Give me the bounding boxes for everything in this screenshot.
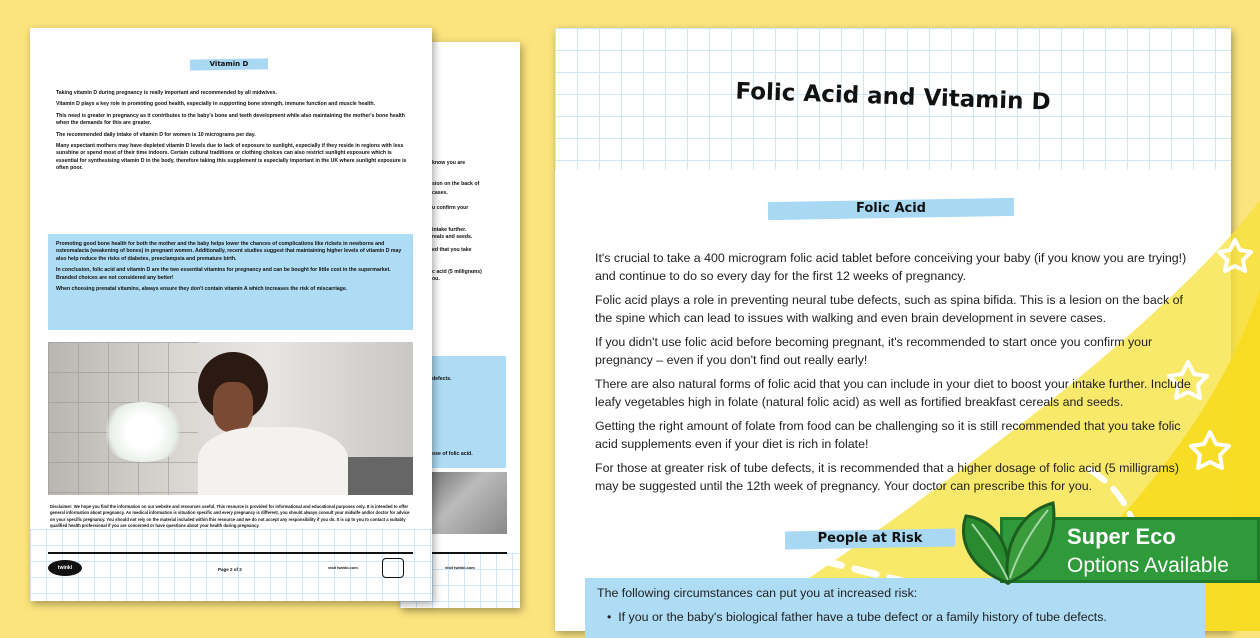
folic-acid-text: It's crucial to take a 400 microgram folic acid tablet before conceiving your baby (if you know you are trying!) and continue to do so every day for the first 12 weeks of pregnancy. Folic acid plays a role in preventing neural tube defects, such as spina bifida. This is a lesion on the back of the spine which can lead to issues with walking and even brain development in severe cases. If you didn't use folic acid before becoming pregnant, it's recommended to start once you confirm your pregnancy – even if you don't find out really early! There are also natural forms of folic acid that you can include in your diet to boost your intake further. Include leafy vegetables high in folate (natural folic acid) as well as fortified breakfast cereals and seeds. Getting the right amount of folate from food can be challenging so it is still recommended that you take folic acid supplements even if your diet is rich in folate! For those at greater risk of tube defects, it is recommended that a higher dosage of folic acid (5 milligrams) may be suggested until the 12th week of pregnancy. Your doctor can prescribe this for you. xyxy=(595,251,1191,493)
section-heading-folic-acid: Folic Acid xyxy=(856,201,926,216)
leaf-icon xyxy=(958,498,1058,588)
disclaimer: Disclaimer: We hope you find the information on our website and resources useful. This resource is provided for informational and educational purposes only. It is intended to offer general information about pregnancy. As medical information is situation specific and every pregnancy is different, you should always consult your midwife and/or doctor for advice on your specific pregnancy. You should not rely on the material included within this resource and we do not accept any responsibility if you do. It is up to you to contact a suitably qualified health professional if you are concerned or have questions about your health during pregnancy. xyxy=(50,504,410,528)
fragment: intake further. xyxy=(432,226,467,233)
section-heading: Vitamin D xyxy=(209,60,249,68)
fragment: ose of folic acid. xyxy=(432,451,473,457)
fragment: reals and seeds. xyxy=(432,234,473,241)
fragment: cases. xyxy=(432,189,448,196)
twinkl-logo: twinkl xyxy=(48,560,82,576)
risk-item: If you or the baby's biological father have a tube defect or a family history of tube defects. xyxy=(618,610,1107,624)
badge-line2: Options Available xyxy=(1067,554,1229,577)
risk-list-item: • If you or the baby's biological father have a tube defect or a family history of tube defects. xyxy=(607,610,1107,624)
fragment: sion on the back of xyxy=(432,181,480,188)
page-title: Folic Acid and Vitamin D xyxy=(735,78,1051,116)
fragment: defects. xyxy=(432,376,452,382)
fragment: ed that you take xyxy=(432,247,472,254)
fragment: u confirm your xyxy=(432,205,469,212)
risk-intro: The following circumstances can put you at increased risk: xyxy=(597,586,918,600)
footer-url: visit twinkl.com xyxy=(445,565,475,570)
section-heading-people-at-risk: People at Risk xyxy=(817,531,923,546)
body-text: Taking vitamin D during pregnancy is really important and recommended by all midwives. Vitamin D plays a key role in promoting good health, especially in supporting bone strength, immune function and muscle health. This need is greater in pregnancy as it contributes to the baby's bone and teeth development while also maintaining the mother's bone health when the demands for this are greater. The recommended daily intake of vitamin D for women is 10 micrograms per day. Many expectant mothers may have depleted vitamin D levels due to lack of exposure to sunlight, especially if they reside in regions with less sunshine or spend most of their time indoors. Certain cultural traditions or clothing choices can also restrict sunlight exposure which is essential for synthesising vitamin D in the body, therefore taking this supplement is especially important in the UK where sunlight exposure is often poor. xyxy=(56,90,407,172)
risk-box xyxy=(585,578,1205,638)
fragment: know you are xyxy=(432,160,466,166)
info-box-text: Promoting good bone health for both the mother and the baby helps lower the chances of complications like rickets in newborns and osteomalacia (weakening of bones) in pregnant women. Additionally, recent studies suggest that maintaining higher levels of vitamin D may also help reduce the risks of diabetes, preeclampsia and premature birth. In conclusion, folic acid and vitamin D are the two essential vitamins for pregnancy and can be bought for little cost in the supermarket. Branded choices are not considered any better! When choosing prenatal vitamins, always ensure they don't contain vitamin A which increases the risk of miscarriage. xyxy=(56,241,402,293)
badge-line1: Super Eco xyxy=(1067,524,1176,549)
fragment: ou. xyxy=(432,276,440,283)
footer-url: visit twinkl.com xyxy=(328,565,358,570)
fragment: c acid (5 milligrams) xyxy=(432,268,482,275)
page-number: Page 2 of 2 xyxy=(218,567,242,572)
